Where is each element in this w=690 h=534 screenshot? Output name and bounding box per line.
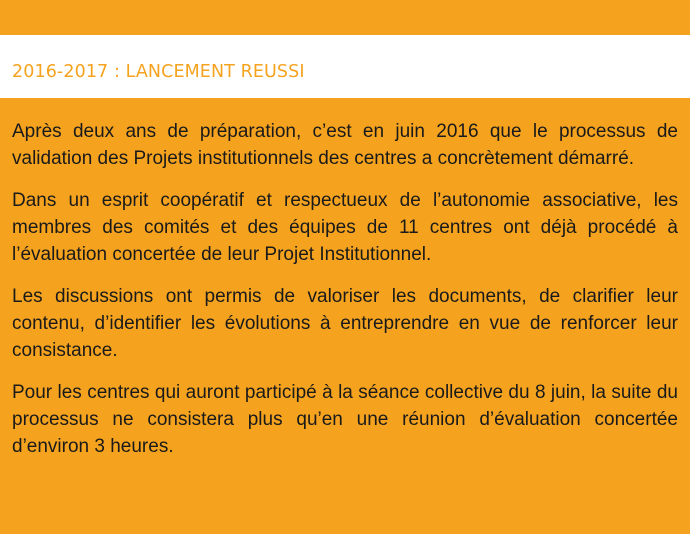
title-bar [0, 35, 690, 98]
paragraph-1: Après deux ans de préparation, c’est en juin 2016 que le processus de validation des Projets institutionnels des centres a concrètement démarré. [12, 121, 678, 169]
paragraph-4: Pour les centres qui auront participé à la séance collective du 8 juin, la suite du processus ne consistera plus qu’en une réunion d’évaluation concertée d’environ 3 heures. [12, 382, 678, 457]
top-orange-band [0, 0, 690, 35]
paragraph-3: Les discussions ont permis de valoriser les documents, de clarifier leur contenu, d’identifier les évolutions à entreprendre en vue de renforcer leur consistance. [12, 286, 678, 361]
content-area [12, 118, 678, 475]
section-title: 2016-2017 : LANCEMENT REUSSI [12, 62, 305, 82]
paragraph-2: Dans un esprit coopératif et respectueux de l’autonomie associative, les membres des comités et des équipes de 11 centres ont déjà procédé à l’évaluation concertée de leur Projet Institutionnel. [12, 190, 678, 265]
